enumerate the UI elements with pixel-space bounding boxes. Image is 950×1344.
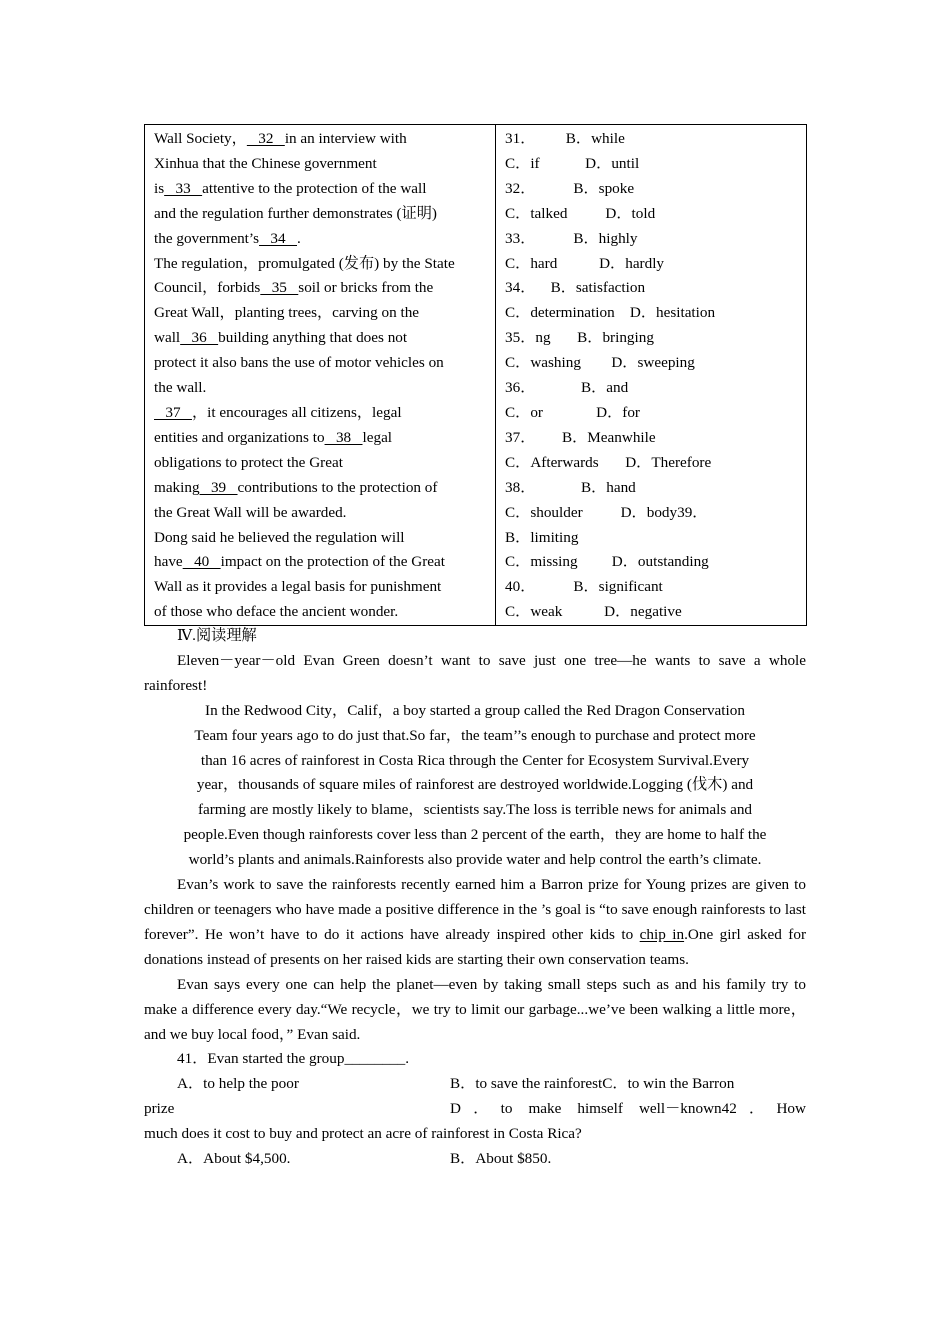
- paragraph-line: farming are mostly likely to blame，scientists say.The loss is terrible news for animals and: [197, 801, 753, 819]
- option-line: 40． B．significant: [505, 578, 663, 596]
- blank-number: 34: [259, 229, 297, 247]
- option-b: B．About $850.: [450, 1150, 552, 1168]
- blank-number: 33: [164, 179, 203, 197]
- reading-section: [144, 624, 806, 1172]
- option-line: 36． B．and: [505, 379, 629, 397]
- blank-number: 32: [246, 130, 285, 147]
- option-line: B．limiting: [505, 528, 579, 546]
- passage-line: Dong said he believed the regulation will: [154, 528, 405, 546]
- option-line: 38． B．hand: [505, 478, 636, 496]
- passage-column: [145, 125, 496, 626]
- question-42-text: much does it cost to buy and protect an acre of rainforest in Costa Rica?: [144, 1125, 582, 1143]
- option-line: C．if D．until: [505, 154, 640, 172]
- paragraph-line: In the Redwood City，Calif，a boy started a group called the Red Dragon Conservation: [205, 701, 745, 719]
- passage-line: is 33 attentive to the protection of the wall: [154, 179, 427, 197]
- question-41-options-row-2: [144, 1097, 806, 1122]
- reading-paragraph-1: Eleven－year－old Evan Green doesn’t want to save just one tree—he wants to save a whole rainforest!: [144, 651, 806, 694]
- passage-line: Xinhua that the Chinese government: [154, 154, 377, 172]
- question-42-options-row-1: [144, 1147, 806, 1172]
- paragraph-line: than 16 acres of rainforest in Costa Rica through the Center for Ecosystem Survival.Every: [200, 751, 750, 769]
- reading-paragraph-2: [144, 699, 806, 873]
- passage-line: 37 ，it encourages all citizens，legal: [154, 403, 402, 421]
- blank-number: 38: [324, 428, 363, 446]
- option-d: D．to make himself well－known42．How: [450, 1100, 806, 1118]
- passage-line: and the regulation further demonstrates (证明): [154, 204, 437, 222]
- option-line: C．weak D．negative: [505, 603, 682, 621]
- passage-line: the government’s 34 .: [154, 229, 301, 247]
- passage-line: Wall as it provides a legal basis for punishment: [154, 578, 442, 596]
- option-line: 32． B．spoke: [505, 179, 635, 197]
- paragraph-line: world’s plants and animals.Rainforests also provide water and help control the earth’s climate.: [188, 851, 762, 869]
- options-column: [496, 125, 807, 626]
- option-line: 35．ng B．bringing: [505, 329, 654, 347]
- passage-line: wall 36 building anything that does not: [154, 329, 408, 347]
- option-line: C．hard D．hardly: [505, 254, 665, 272]
- blank-number: 37: [154, 403, 192, 421]
- passage-line: have 40 impact on the protection of the Great: [154, 553, 445, 571]
- option-a: A．About $4,500.: [177, 1150, 291, 1168]
- passage-line: protect it also bans the use of motor vehicles on: [154, 354, 444, 372]
- passage-line: Council，forbids 35 soil or bricks from the: [154, 279, 434, 297]
- passage-line: entities and organizations to 38 legal: [154, 428, 393, 446]
- option-line: 34． B．satisfaction: [505, 279, 646, 297]
- passage-line: making 39 contributions to the protection of: [154, 478, 438, 496]
- blank-number: 35: [260, 279, 299, 297]
- option-c-continuation: prize: [144, 1100, 175, 1118]
- passage-line: the wall.: [154, 379, 207, 397]
- option-line: C．or D．for: [505, 403, 640, 421]
- paragraph-line: Team four years ago to do just that.So far，the team’’s enough to purchase and protect more: [194, 726, 756, 744]
- option-line: C．shoulder D．body39．: [505, 503, 708, 521]
- option-line: C．Afterwards D．Therefore: [505, 453, 712, 471]
- option-line: C．talked D．told: [505, 204, 656, 222]
- question-41: 41．Evan started the group________.: [177, 1050, 409, 1068]
- passage-line: the Great Wall will be awarded.: [154, 503, 347, 521]
- option-line: 33． B．highly: [505, 229, 638, 247]
- cloze-table: [144, 124, 807, 626]
- passage-line: Great Wall，planting trees，carving on the: [154, 304, 420, 322]
- reading-paragraph-4: Evan says every one can help the planet—even by taking small steps such as and his family try to make a difference every day.“We recycle，we try to limit our garbage...we’ve been walking a little more，and we buy local food，” Evan said.: [144, 975, 806, 1043]
- option-line: 37． B．Meanwhile: [505, 428, 656, 446]
- section-heading: Ⅳ.阅读理解: [177, 627, 257, 644]
- option-a: A．to help the poor: [177, 1075, 299, 1093]
- reading-paragraph-3: Evan’s work to save the rainforests recently earned him a Barron prize for Young prizes are given to children or teenagers who have made a positive difference in the ’s goal is “to save enough rainforests to last forever”. He won’t have to do it actions have already inspired other kids to chip in.One girl asked for donations instead of presents on her raised kids are starting their own conservation teams.: [144, 876, 806, 968]
- paragraph-line: year，thousands of square miles of rainforest are destroyed worldwide.Logging (伐木) and: [196, 776, 754, 794]
- blank-number: 40: [182, 553, 221, 571]
- option-line: C．missing D．outstanding: [505, 553, 709, 571]
- option-line: C．washing D．sweeping: [505, 354, 695, 372]
- question-41-options-row-1: [144, 1072, 806, 1097]
- blank-number: 39: [199, 478, 238, 496]
- passage-line: obligations to protect the Great: [154, 453, 343, 471]
- paragraph-line: people.Even though rainforests cover less than 2 percent of the earth，they are home to half the: [183, 826, 767, 844]
- option-line: C．determination D．hesitation: [505, 304, 716, 322]
- passage-line: Wall Society， 32 in an interview with: [154, 130, 407, 147]
- underlined-phrase: chip in: [639, 925, 685, 943]
- option-b: B．to save the rainforestC．to win the Barron: [450, 1075, 735, 1093]
- blank-number: 36: [180, 329, 219, 347]
- passage-line: of those who deface the ancient wonder.: [154, 603, 399, 621]
- option-line: 31． B．while: [505, 130, 625, 147]
- passage-line: The regulation，promulgated (发布) by the State: [154, 254, 455, 272]
